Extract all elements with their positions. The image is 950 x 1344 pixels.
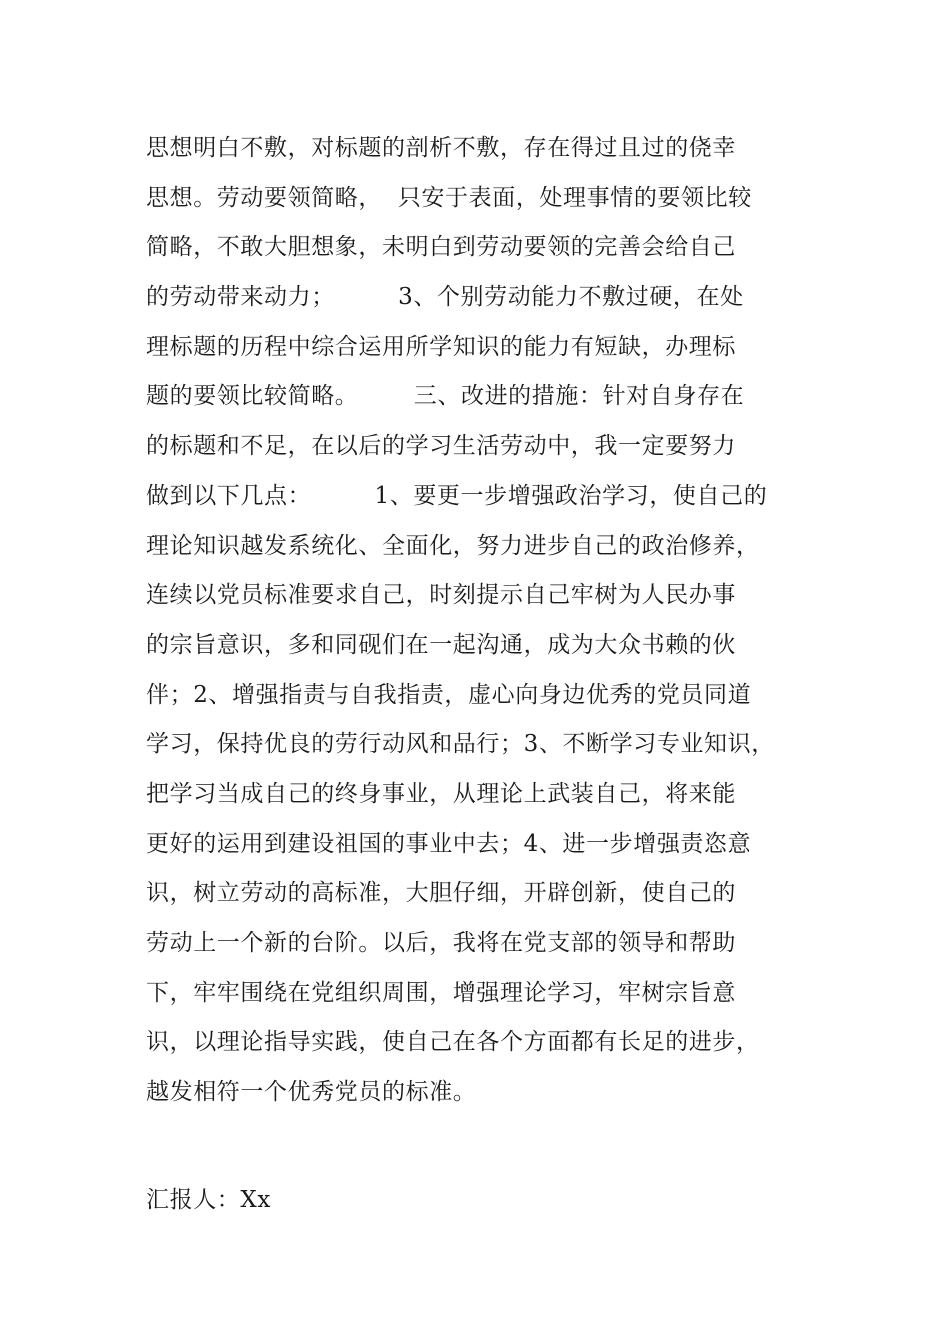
text-line: 的宗旨意识，多和同砚们在一起沟通，成为大众书赖的伙 [146,631,736,658]
body-paragraph [146,124,826,1118]
text-line: 识，树立劳动的高标准，大胆仔细，开辟创新，使自己的 [146,880,736,907]
reporter-signature: 汇报人：Xx [146,1187,271,1213]
text-line: 简略，不敢大胆想象，未明白到劳动要领的完善会给自己 [146,234,736,261]
text-line: 越发相符一个优秀党员的标准。 [146,1079,477,1106]
text-line: 识，以理论指导实践，使自己在各个方面都有长足的进步， [146,1029,760,1056]
text-line: 的劳动带来动力； 3、个别劳动能力不敷过硬，在处 [146,284,744,311]
text-line: 伴；2、增强指责与自我指责，虚心向身边优秀的党员同道 [146,681,752,708]
text-line: 更好的运用到建设祖国的事业中去；4、进一步增强责恣意 [146,830,752,857]
text-line: 把学习当成自己的终身事业，从理论上武装自己，将来能 [146,780,736,807]
text-line: 思想明白不敷，对标题的剖析不敷，存在得过且过的侥幸 [146,135,736,161]
text-line: 题的要领比较简略。 三、改进的措施：针对自身存在 [146,383,745,410]
text-line: 理标题的历程中综合运用所学知识的能力有短缺，办理标 [146,333,736,360]
text-line: 劳动上一个新的台阶。以后，我将在党支部的领导和帮助 [146,930,736,956]
text-line: 下，牢牢围绕在党组织周围，增强理论学习，牢树宗旨意 [146,979,736,1006]
text-line: 的标题和不足，在以后的学习生活劳动中，我一定要努力 [146,433,736,460]
text-line: 思想。劳动要领简略， 只安于表面，处理事情的要领比较 [146,184,752,211]
text-line: 学习，保持优良的劳行动风和品行；3、不断学习专业知识， [146,731,775,758]
text-line: 理论知识越发系统化、全面化，努力进步自己的政治修养， [146,532,760,559]
text-line: 做到以下几点： 1、要更一步增强政治学习，使自己的 [146,482,768,509]
text-line: 连续以党员标准要求自己，时刻提示自己牢树为人民办事 [146,582,736,609]
